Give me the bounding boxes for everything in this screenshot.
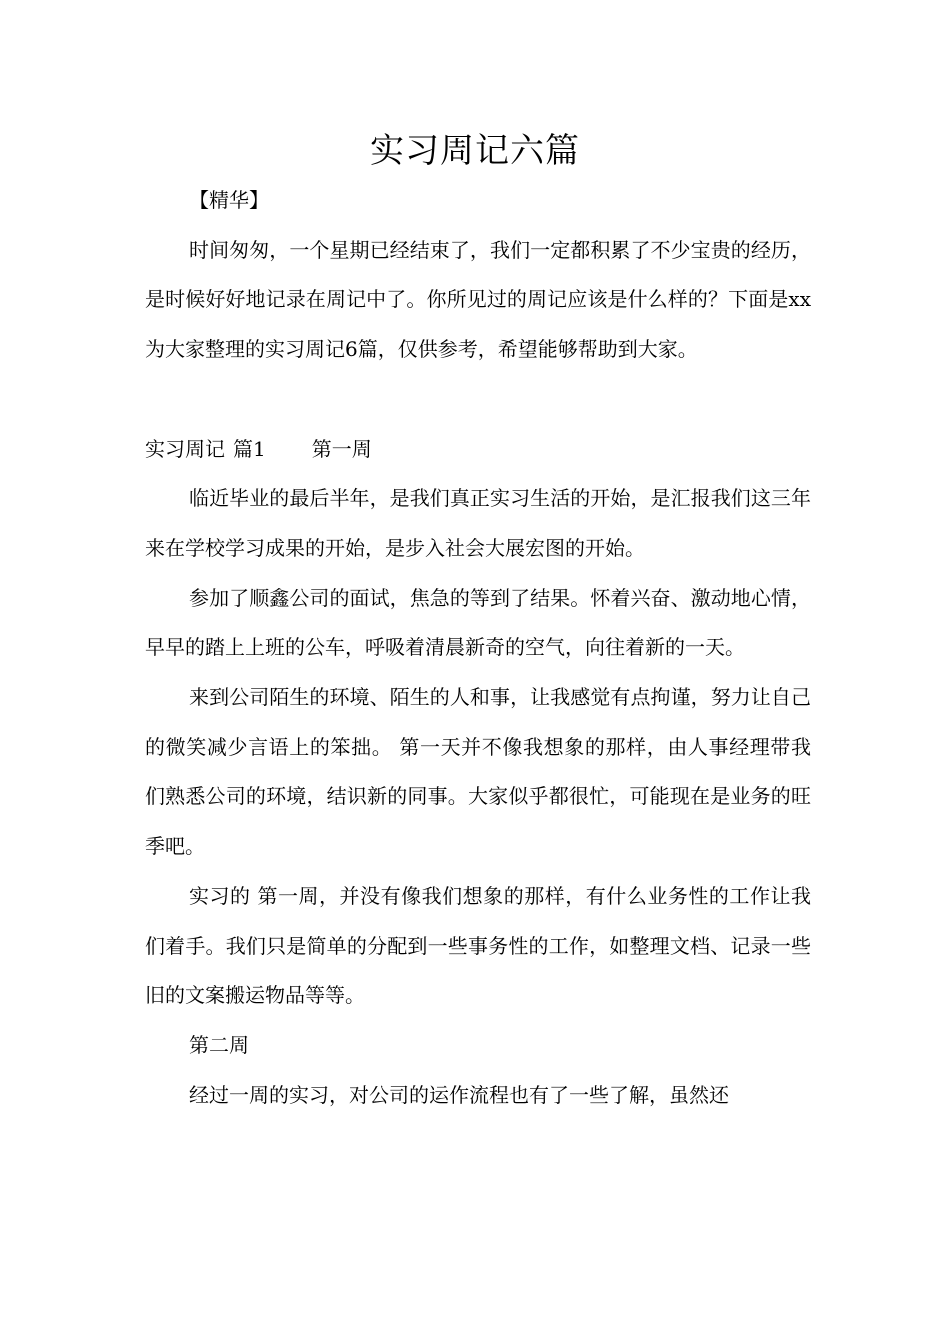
essence-tag: 【精华】	[189, 188, 269, 212]
section-heading	[145, 425, 811, 475]
section-heading-number: 篇1	[233, 436, 266, 461]
body-paragraph: 实习的 第一周，并没有像我们想象的那样，有什么业务性的工作让我们着手。我们只是简单的分配到一些事务性的工作，如整理文档、记录一些旧的文案搬运物品等等。	[145, 883, 811, 1008]
body-paragraph: 来到公司陌生的环境、陌生的人和事，让我感觉有点拘谨，努力让自己的微笑减少言语上的笨拙。 第一天并不像我想象的那样，由人事经理带我们熟悉公司的环境，结识新的同事。大家似乎都很忙，可能现在是业务的旺季吧。	[145, 685, 811, 859]
section-heading-title: 实习周记	[145, 436, 225, 461]
body-paragraph: 参加了顺鑫公司的面试，焦急的等到了结果。怀着兴奋、激动地心情，早早的踏上上班的公车，呼吸着清晨新奇的空气，向往着新的一天。	[145, 585, 811, 660]
blank-line	[145, 375, 811, 425]
intro-paragraph: 时间匆匆，一个星期已经结束了，我们一定都积累了不少宝贵的经历，是时候好好地记录在周记中了。你所见过的周记应该是什么样的？下面是xx为大家整理的实习周记6篇，仅供参考，希望能够帮助到大家。	[145, 237, 811, 362]
document-title: 实习周记六篇	[370, 131, 580, 171]
section-heading-week: 第一周	[311, 436, 372, 461]
body-paragraph: 经过一周的实习，对公司的运作流程也有了一些了解，虽然还	[189, 1082, 729, 1107]
week-two-label: 第二周	[189, 1032, 249, 1057]
document-body	[145, 176, 811, 1120]
body-paragraph: 临近毕业的最后半年，是我们真正实习生活的开始，是汇报我们这三年来在学校学习成果的开始，是步入社会大展宏图的开始。	[145, 486, 811, 560]
